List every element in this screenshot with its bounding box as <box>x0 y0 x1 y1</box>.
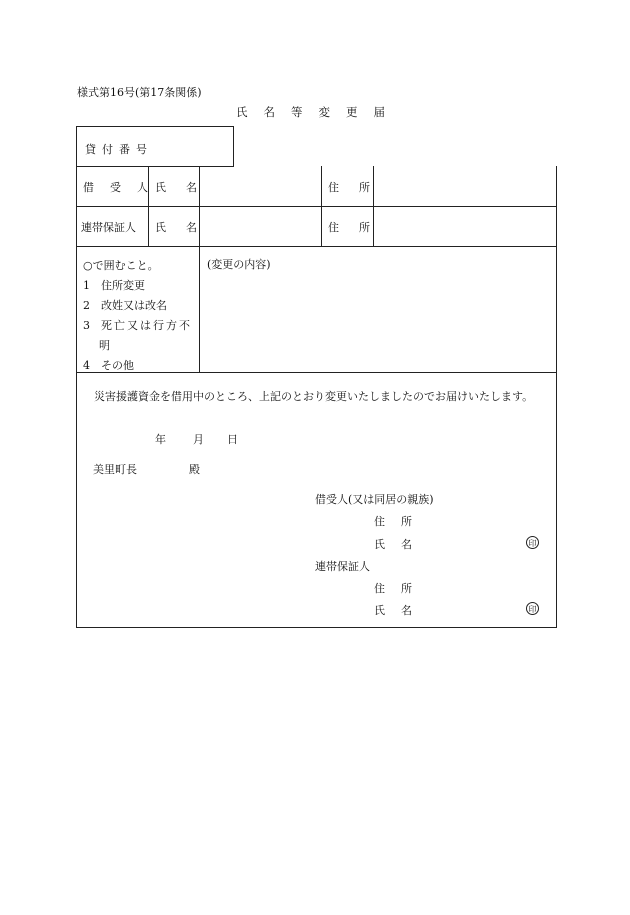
reason-item-continuation: 明 <box>99 339 110 352</box>
seal-icon: 印 <box>526 602 539 615</box>
addressee: 美里町長 <box>93 463 137 476</box>
honorific: 殿 <box>189 463 200 476</box>
notification-statement: 災害援護資金を借用中のところ、上記のとおり変更いたしましたのでお届けいたします。 <box>94 390 534 403</box>
col-divider <box>148 166 149 246</box>
loan-number-label: 貸付番号 <box>85 143 153 156</box>
borrower-address-label: 住所 <box>374 515 428 528</box>
form-number: 様式第16号(第17条関係) <box>77 86 202 99</box>
reason-item[interactable]: 3 死亡又は行方不 <box>83 319 192 332</box>
col-divider <box>199 166 200 372</box>
row-divider <box>77 246 556 247</box>
guarantor-address-field[interactable] <box>377 212 553 240</box>
date-month-label: 月 <box>193 433 204 446</box>
reason-item[interactable]: 1 住所変更 <box>83 279 145 292</box>
loan-number-box <box>76 126 234 167</box>
guarantor-name-label: 氏名 <box>155 221 217 234</box>
borrower-name-field[interactable] <box>203 172 317 200</box>
borrower-label: 借受人 <box>83 181 164 194</box>
change-content-label: (変更の内容) <box>207 258 271 271</box>
guarantor-heading: 連帯保証人 <box>315 560 370 573</box>
borrower-address-label: 住所 <box>328 181 390 194</box>
details-table <box>76 166 557 373</box>
guarantor-address-label: 住所 <box>374 582 428 595</box>
reason-item[interactable]: 4 その他 <box>83 359 134 372</box>
date-day-label: 日 <box>227 433 238 446</box>
guarantor-name-field[interactable] <box>203 212 317 240</box>
guarantor-name-label: 氏名 <box>374 604 428 617</box>
date-year-label: 年 <box>155 433 166 446</box>
reason-item[interactable]: 2 改姓又は改名 <box>83 299 167 312</box>
borrower-name-label: 氏名 <box>155 181 217 194</box>
col-divider <box>321 166 322 246</box>
guarantor-address-label: 住所 <box>328 221 390 234</box>
reason-instruction: ○で囲むこと。 <box>83 259 159 272</box>
seal-icon: 印 <box>526 536 539 549</box>
change-reason-list <box>83 256 192 376</box>
notification-section <box>76 372 557 628</box>
borrower-heading: 借受人(又は同居の親族) <box>315 493 434 506</box>
document-title: 氏名等変更届 <box>236 105 401 119</box>
guarantor-label: 連帯保証人 <box>81 221 136 234</box>
borrower-address-field[interactable] <box>377 172 553 200</box>
borrower-name-label: 氏名 <box>374 538 428 551</box>
